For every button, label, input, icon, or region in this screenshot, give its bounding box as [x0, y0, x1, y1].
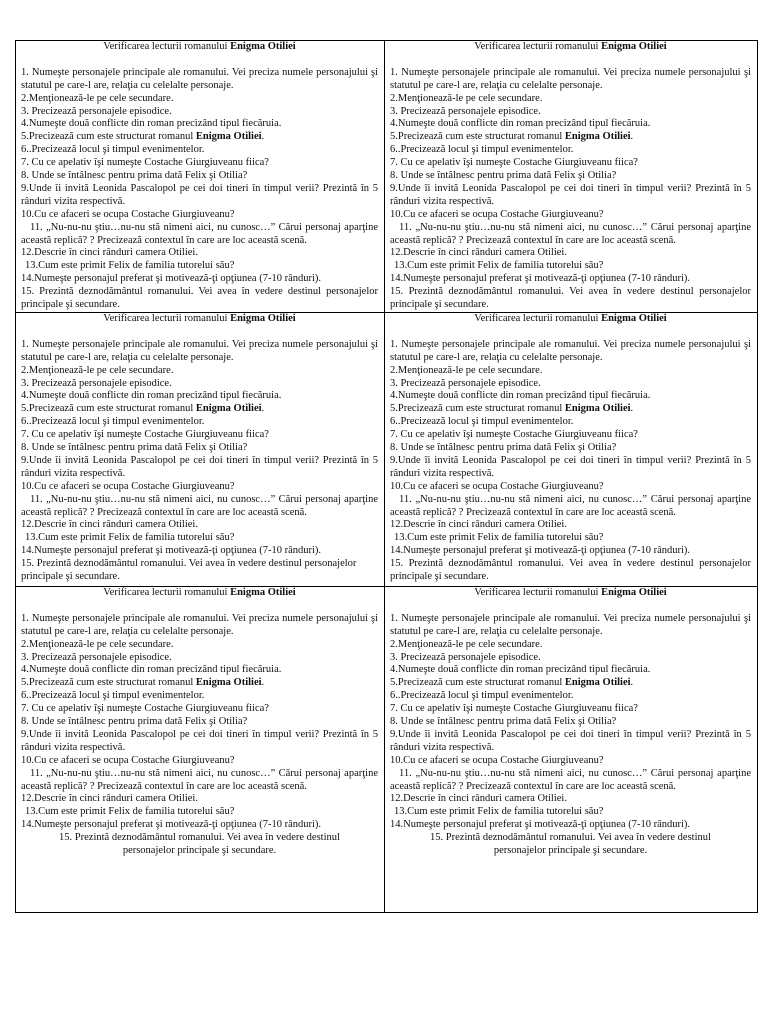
question-15: 15. Prezintă deznodământul romanului. Vei avea în vedere destinul personajelor principale şi secundare. — [390, 286, 751, 311]
question-14: 14.Numeşte personajul preferat şi motivează-ţi opţiunea (7-10 rânduri). — [21, 545, 322, 557]
question-5-text: 5.Precizează cum este structurat romanul — [390, 677, 565, 689]
question-10: 10.Cu ce afaceri se ocupa Costache Giurgiuveanu? — [390, 208, 604, 220]
question-15: 15. Prezintă deznodământul romanului. Vei avea în vedere destinul personajelor principale şi secundare. — [430, 832, 711, 857]
novel-title: Enigma Otiliei — [601, 41, 667, 52]
question-2: 2.Menţionează-le pe cele secundare. — [21, 92, 174, 104]
quiz-title-text: Verificarea lecturii romanului — [474, 41, 602, 52]
question-5 — [21, 131, 378, 144]
question-5-text: 5.Precizează cum este structurat romanul — [21, 677, 196, 689]
question-14: 14.Numeşte personajul preferat şi motivează-ţi opţiunea (7-10 rânduri). — [390, 273, 691, 285]
quiz-title — [21, 587, 378, 600]
novel-title: Enigma Otiliei — [230, 313, 296, 324]
question-2: 2.Menţionează-le pe cele secundare. — [390, 638, 543, 650]
question-11: 11. „Nu-nu-nu ştiu…nu-nu stă nimeni aici, nu cunosc…” Cărui personaj aparţine această replică? ? Precizează contextul în care are loc această scenă. — [390, 221, 751, 246]
question-12: 12.Descrie în cinci rânduri camera Otiliei. — [390, 519, 567, 531]
question-5-end: . — [261, 131, 265, 143]
question-15: 15. Prezintă deznodământul romanului. Vei avea în vedere destinul personajelor principale şi secundare. — [21, 558, 357, 583]
quiz-title — [390, 41, 751, 54]
quiz-card — [16, 587, 385, 913]
question-10: 10.Cu ce afaceri se ocupa Costache Giurgiuveanu? — [21, 754, 235, 766]
quiz-title-text: Verificarea lecturii romanului — [103, 41, 231, 52]
question-1: 1. Numeşte personajele principale ale romanului. Vei preciza numele personajului şi statutul pe care-l are, relaţia cu celelalte personaje. — [390, 338, 751, 363]
question-5 — [21, 403, 378, 416]
question-3: 3. Precizează personajele episodice. — [21, 377, 172, 389]
question-13: 13.Cum este primit Felix de familia tutorelui său? — [25, 532, 235, 544]
quiz-card — [385, 41, 758, 313]
question-13: 13.Cum este primit Felix de familia tutorelui său? — [394, 532, 604, 544]
question-5-text: 5.Precizează cum este structurat romanul — [390, 403, 565, 415]
question-2: 2.Menţionează-le pe cele secundare. — [21, 364, 174, 376]
question-8: 8. Unde se întâlnesc pentru prima dată Felix şi Otilia? — [390, 442, 617, 454]
question-5-end: . — [630, 403, 634, 415]
question-12: 12.Descrie în cinci rânduri camera Otiliei. — [21, 519, 198, 531]
question-5-end: . — [261, 403, 265, 415]
question-15: 15. Prezintă deznodământul romanului. Vei avea în vedere destinul personajelor principale şi secundare. — [21, 286, 378, 311]
question-9: 9.Unde îi invită Leonida Pascalopol pe cei doi tineri în timpul verii? Prezintă în 5 rânduri vizita respectivă. — [390, 182, 751, 207]
quiz-card — [385, 587, 758, 913]
question-13: 13.Cum este primit Felix de familia tutorelui său? — [25, 806, 235, 818]
question-12: 12.Descrie în cinci rânduri camera Otiliei. — [21, 247, 198, 259]
question-5-novel-title: Enigma Otiliei — [564, 131, 631, 143]
question-10: 10.Cu ce afaceri se ocupa Costache Giurgiuveanu? — [21, 480, 235, 492]
question-10: 10.Cu ce afaceri se ocupa Costache Giurgiuveanu? — [390, 480, 604, 492]
question-4: 4.Numeşte două conflicte din roman precizând tipul fiecăruia. — [21, 390, 282, 402]
novel-title: Enigma Otiliei — [601, 313, 667, 324]
quiz-card — [16, 41, 385, 313]
question-6: 6..Precizează locul şi timpul evenimentelor. — [21, 144, 205, 156]
question-5-novel-title: Enigma Otiliei — [564, 677, 631, 689]
question-6: 6..Precizează locul şi timpul evenimentelor. — [390, 690, 574, 702]
question-5-novel-title: Enigma Otiliei — [564, 403, 631, 415]
question-8: 8. Unde se întâlnesc pentru prima dată Felix şi Otilia? — [21, 170, 248, 182]
question-2: 2.Menţionează-le pe cele secundare. — [21, 638, 174, 650]
question-8: 8. Unde se întâlnesc pentru prima dată Felix şi Otilia? — [21, 442, 248, 454]
question-7: 7. Cu ce apelativ îşi numeşte Costache Giurgiuveanu fiica? — [21, 429, 269, 441]
question-11: 11. „Nu-nu-nu ştiu…nu-nu stă nimeni aici, nu cunosc…” Cărui personaj aparţine această replică? ? Precizează contextul în care are loc această scenă. — [21, 493, 378, 518]
question-6: 6..Precizează locul şi timpul evenimentelor. — [390, 144, 574, 156]
question-13: 13.Cum este primit Felix de familia tutorelui său? — [25, 260, 235, 272]
question-3: 3. Precizează personajele episodice. — [390, 377, 541, 389]
question-3: 3. Precizează personajele episodice. — [21, 651, 172, 663]
question-9: 9.Unde îi invită Leonida Pascalopol pe cei doi tineri în timpul verii? Prezintă în 5 rânduri vizita respectivă. — [390, 454, 751, 479]
question-5-novel-title: Enigma Otiliei — [195, 677, 262, 689]
question-8: 8. Unde se întâlnesc pentru prima dată Felix şi Otilia? — [390, 716, 617, 728]
question-10: 10.Cu ce afaceri se ocupa Costache Giurgiuveanu? — [390, 754, 604, 766]
novel-title: Enigma Otiliei — [601, 587, 667, 598]
question-5-text: 5.Precizează cum este structurat romanul — [21, 131, 196, 143]
question-7: 7. Cu ce apelativ îşi numeşte Costache Giurgiuveanu fiica? — [390, 429, 638, 441]
quiz-title — [390, 313, 751, 326]
quiz-title-text: Verificarea lecturii romanului — [474, 587, 602, 598]
question-7: 7. Cu ce apelativ îşi numeşte Costache Giurgiuveanu fiica? — [21, 157, 269, 169]
question-10: 10.Cu ce afaceri se ocupa Costache Giurgiuveanu? — [21, 208, 235, 220]
question-5-text: 5.Precizează cum este structurat romanul — [21, 403, 196, 415]
question-14: 14.Numeşte personajul preferat şi motivează-ţi opţiunea (7-10 rânduri). — [390, 545, 691, 557]
novel-title: Enigma Otiliei — [230, 41, 296, 52]
quiz-title-text: Verificarea lecturii romanului — [103, 313, 231, 324]
question-4: 4.Numeşte două conflicte din roman precizând tipul fiecăruia. — [390, 664, 651, 676]
question-5-novel-title: Enigma Otiliei — [195, 131, 262, 143]
question-6: 6..Precizează locul şi timpul evenimentelor. — [21, 416, 205, 428]
question-4: 4.Numeşte două conflicte din roman precizând tipul fiecăruia. — [390, 118, 651, 130]
question-3: 3. Precizează personajele episodice. — [21, 105, 172, 117]
question-4: 4.Numeşte două conflicte din roman precizând tipul fiecăruia. — [390, 390, 651, 402]
question-1: 1. Numeşte personajele principale ale romanului. Vei preciza numele personajului şi statutul pe care-l are, relaţia cu celelalte personaje. — [390, 66, 751, 91]
question-9: 9.Unde îi invită Leonida Pascalopol pe cei doi tineri în timpul verii? Prezintă în 5 rânduri vizita respectivă. — [390, 728, 751, 753]
question-5-end: . — [630, 677, 634, 689]
question-15: 15. Prezintă deznodământul romanului. Vei avea în vedere destinul personajelor principale şi secundare. — [59, 832, 340, 857]
question-5-novel-title: Enigma Otiliei — [195, 403, 262, 415]
question-5 — [390, 403, 751, 416]
question-5 — [390, 677, 751, 690]
question-15: 15. Prezintă deznodământul romanului. Vei avea în vedere destinul personajelor principale şi secundare. — [390, 558, 751, 583]
quiz-title-text: Verificarea lecturii romanului — [103, 587, 231, 598]
quiz-title — [21, 41, 378, 54]
question-5 — [390, 131, 751, 144]
question-5-end: . — [630, 131, 634, 143]
question-11: 11. „Nu-nu-nu ştiu…nu-nu stă nimeni aici, nu cunosc…” Cărui personaj aparţine această replică? ? Precizează contextul în care are loc această scenă. — [21, 767, 378, 792]
question-1: 1. Numeşte personajele principale ale romanului. Vei preciza numele personajului şi statutul pe care-l are, relaţia cu celelalte personaje. — [21, 66, 378, 91]
question-3: 3. Precizează personajele episodice. — [390, 105, 541, 117]
quiz-title — [390, 587, 751, 600]
question-4: 4.Numeşte două conflicte din roman precizând tipul fiecăruia. — [21, 664, 282, 676]
question-1: 1. Numeşte personajele principale ale romanului. Vei preciza numele personajului şi statutul pe care-l are, relaţia cu celelalte personaje. — [390, 612, 751, 637]
question-6: 6..Precizează locul şi timpul evenimentelor. — [21, 690, 205, 702]
question-13: 13.Cum este primit Felix de familia tutorelui său? — [394, 806, 604, 818]
question-12: 12.Descrie în cinci rânduri camera Otiliei. — [390, 247, 567, 259]
question-8: 8. Unde se întâlnesc pentru prima dată Felix şi Otilia? — [390, 170, 617, 182]
question-9: 9.Unde îi invită Leonida Pascalopol pe cei doi tineri în timpul verii? Prezintă în 5 rânduri vizita respectivă. — [21, 182, 378, 207]
question-14: 14.Numeşte personajul preferat şi motivează-ţi opţiunea (7-10 rânduri). — [21, 273, 322, 285]
question-5 — [21, 677, 378, 690]
question-11: 11. „Nu-nu-nu ştiu…nu-nu stă nimeni aici, nu cunosc…” Cărui personaj aparţine această replică? ? Precizează contextul în care are loc această scenă. — [390, 493, 751, 518]
question-13: 13.Cum este primit Felix de familia tutorelui său? — [394, 260, 604, 272]
question-2: 2.Menţionează-le pe cele secundare. — [390, 364, 543, 376]
question-4: 4.Numeşte două conflicte din roman precizând tipul fiecăruia. — [21, 118, 282, 130]
quiz-card — [385, 313, 758, 587]
question-11: 11. „Nu-nu-nu ştiu…nu-nu stă nimeni aici, nu cunosc…” Cărui personaj aparţine această replică? ? Precizează contextul în care are loc această scenă. — [390, 767, 751, 792]
question-2: 2.Menţionează-le pe cele secundare. — [390, 92, 543, 104]
worksheet-grid — [15, 40, 758, 913]
question-12: 12.Descrie în cinci rânduri camera Otiliei. — [390, 793, 567, 805]
question-14: 14.Numeşte personajul preferat şi motivează-ţi opţiunea (7-10 rânduri). — [21, 819, 322, 831]
question-14: 14.Numeşte personajul preferat şi motivează-ţi opţiunea (7-10 rânduri). — [390, 819, 691, 831]
question-6: 6..Precizează locul şi timpul evenimentelor. — [390, 416, 574, 428]
question-11: 11. „Nu-nu-nu ştiu…nu-nu stă nimeni aici, nu cunosc…” Cărui personaj aparţine această replică? ? Precizează contextul în care are loc această scenă. — [21, 221, 378, 246]
question-1: 1. Numeşte personajele principale ale romanului. Vei preciza numele personajului şi statutul pe care-l are, relaţia cu celelalte personaje. — [21, 612, 378, 637]
question-7: 7. Cu ce apelativ îşi numeşte Costache Giurgiuveanu fiica? — [390, 703, 638, 715]
quiz-title — [21, 313, 378, 326]
question-1: 1. Numeşte personajele principale ale romanului. Vei preciza numele personajului şi statutul pe care-l are, relaţia cu celelalte personaje. — [21, 338, 378, 363]
novel-title: Enigma Otiliei — [230, 587, 296, 598]
question-12: 12.Descrie în cinci rânduri camera Otiliei. — [21, 793, 198, 805]
question-5-text: 5.Precizează cum este structurat romanul — [390, 131, 565, 143]
question-9: 9.Unde îi invită Leonida Pascalopol pe cei doi tineri în timpul verii? Prezintă în 5 rânduri vizita respectivă. — [21, 454, 378, 479]
quiz-card — [16, 313, 385, 587]
quiz-title-text: Verificarea lecturii romanului — [474, 313, 602, 324]
question-7: 7. Cu ce apelativ îşi numeşte Costache Giurgiuveanu fiica? — [390, 157, 638, 169]
question-9: 9.Unde îi invită Leonida Pascalopol pe cei doi tineri în timpul verii? Prezintă în 5 rânduri vizita respectivă. — [21, 728, 378, 753]
question-7: 7. Cu ce apelativ îşi numeşte Costache Giurgiuveanu fiica? — [21, 703, 269, 715]
question-5-end: . — [261, 677, 265, 689]
question-8: 8. Unde se întâlnesc pentru prima dată Felix şi Otilia? — [21, 716, 248, 728]
question-3: 3. Precizează personajele episodice. — [390, 651, 541, 663]
